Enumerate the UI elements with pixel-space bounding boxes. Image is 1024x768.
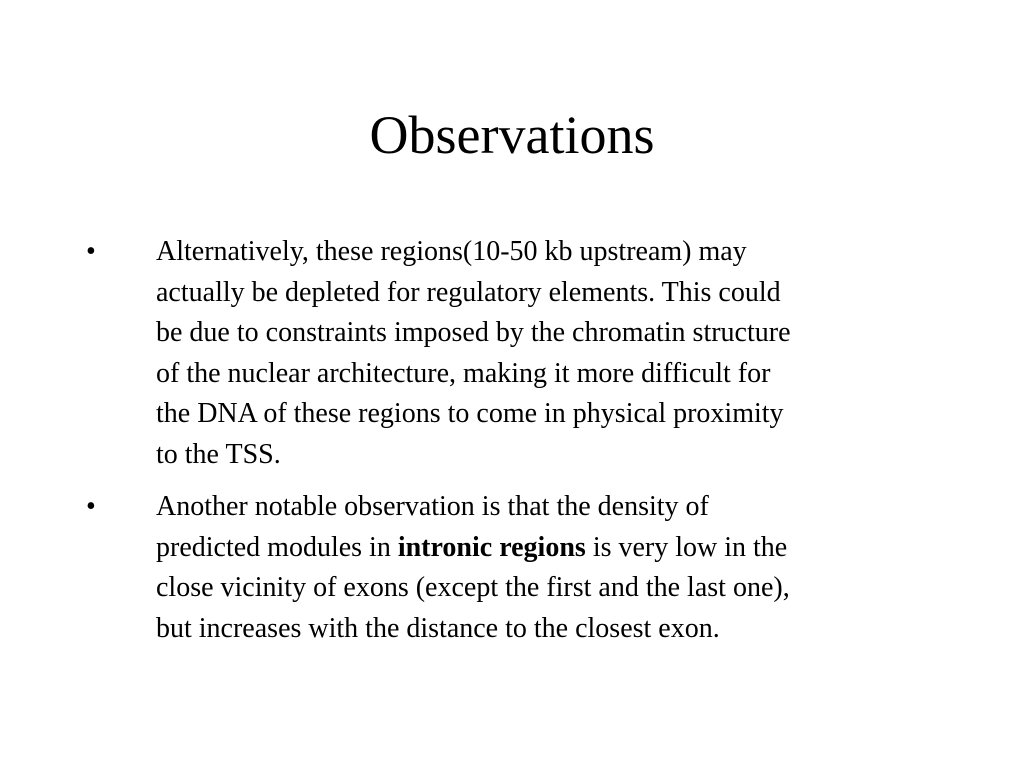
bullet-2-line-3: close vicinity of exons (except the first and the last one), <box>156 572 790 603</box>
slide-title: Observations <box>369 105 655 165</box>
bullet-1-line-5: the DNA of these regions to come in physical proximity <box>156 398 784 429</box>
bullet-2-line-2-before: predicted modules in <box>156 531 398 563</box>
bullet-1-line-3: be due to constraints imposed by the chromatin structure <box>156 317 791 348</box>
bullet-2-line-4: but increases with the distance to the closest exon. <box>156 612 720 644</box>
bullet-1-line-2: actually be depleted for regulatory elements. This could <box>156 276 781 308</box>
bullet-1-line-4: of the nuclear architecture, making it more difficult for <box>156 357 771 389</box>
bullet-list <box>0 232 1024 661</box>
bullet-item-2 <box>0 487 1024 649</box>
bullet-2-line-1: Another notable observation is that the density of <box>156 491 709 522</box>
bullet-item-1 <box>0 232 1024 475</box>
bullet-icon: • <box>86 491 96 522</box>
bullet-2-line-2 <box>156 528 936 569</box>
bullet-icon: • <box>86 236 96 267</box>
bullet-text-1 <box>156 232 936 475</box>
bullet-text-2 <box>156 487 936 649</box>
bold-term-intronic-regions: intronic regions <box>397 531 586 563</box>
bullet-1-line-1: Alternatively, these regions(10-50 kb upstream) may <box>156 236 747 267</box>
bullet-1-line-6: to the TSS. <box>156 438 281 470</box>
bullet-2-line-2-after: is very low in the <box>585 531 788 563</box>
